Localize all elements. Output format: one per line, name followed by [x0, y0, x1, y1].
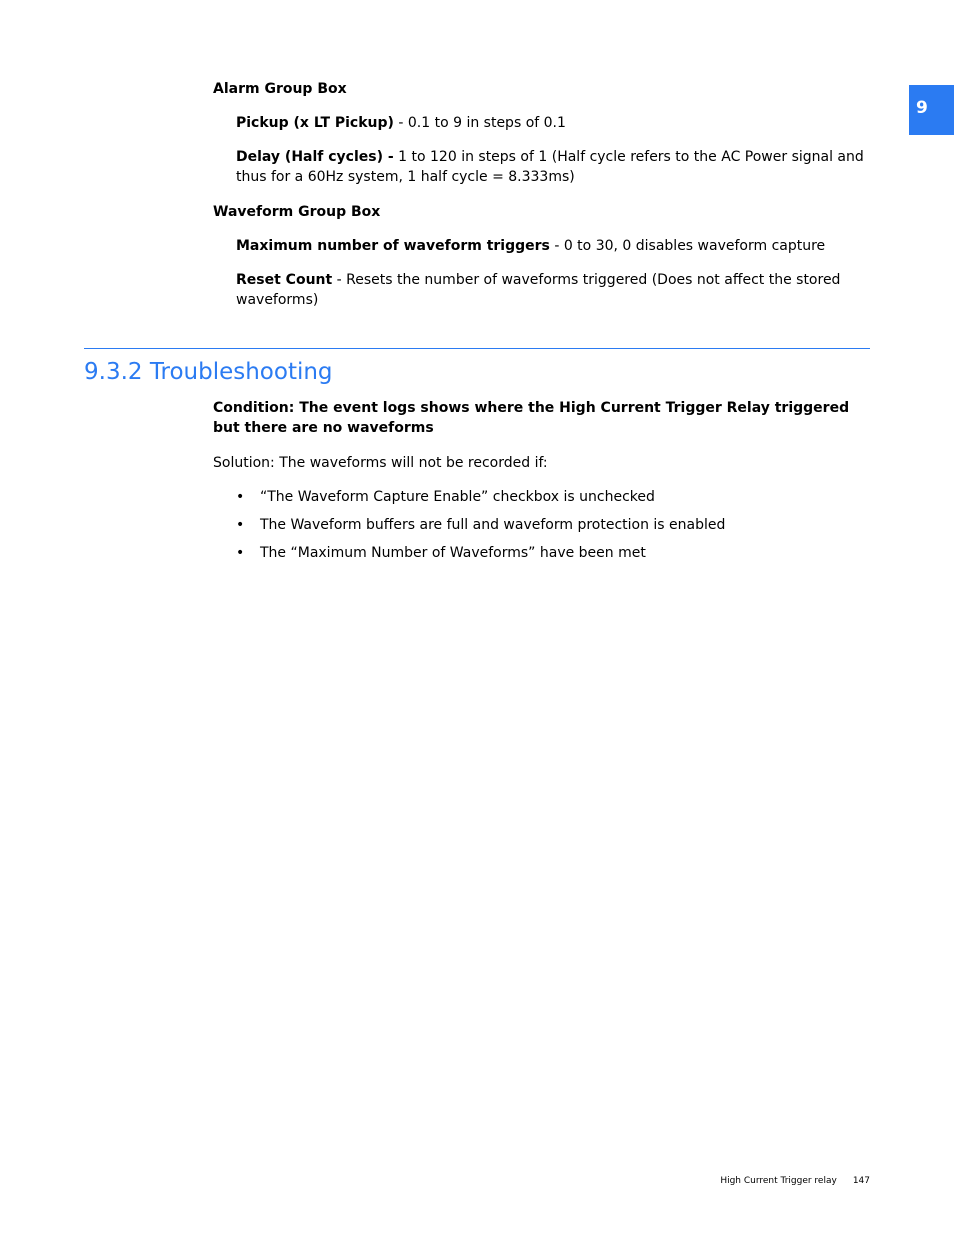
bullet-icon: • — [236, 517, 245, 533]
reset-count-label: Reset Count — [236, 272, 333, 288]
section-title: 9.3.2 Troubleshooting — [84, 359, 333, 385]
pickup-label: Pickup (x LT Pickup) — [236, 115, 394, 131]
condition-text: Condition: The event logs shows where the High Current Trigger Relay triggered but there are no waveforms — [213, 400, 850, 436]
section-divider — [84, 348, 870, 349]
solution-list — [236, 487, 725, 571]
max-triggers-text: - 0 to 30, 0 disables waveform capture — [549, 238, 826, 254]
max-triggers-paragraph — [236, 236, 870, 256]
list-item-text: The Waveform buffers are full and waveform protection is enabled — [260, 517, 726, 533]
alarm-group-heading: Alarm Group Box — [213, 81, 347, 97]
solution-text: Solution: The waveforms will not be recorded if: — [213, 455, 548, 471]
footer-doc-title: High Current Trigger relay — [720, 1176, 837, 1186]
reset-count-text: - Resets the number of waveforms triggered (Does not affect the stored waveforms) — [236, 272, 841, 308]
reset-count-paragraph — [236, 270, 870, 310]
pickup-paragraph — [236, 113, 870, 133]
list-item — [236, 487, 725, 515]
delay-paragraph — [236, 147, 870, 187]
pickup-text: - 0.1 to 9 in steps of 0.1 — [393, 115, 566, 131]
list-item-text: “The Waveform Capture Enable” checkbox is unchecked — [260, 489, 655, 505]
bullet-icon: • — [236, 489, 245, 505]
chapter-tab: 9 — [909, 85, 954, 135]
page-number: 147 — [852, 1176, 870, 1186]
waveform-group-heading: Waveform Group Box — [213, 204, 381, 220]
list-item — [236, 515, 725, 543]
page-footer — [720, 1174, 870, 1188]
delay-text: 1 to 120 in steps of 1 (Half cycle refers to the AC Power signal and thus for a 60Hz system, 1 half cycle = 8.333ms) — [236, 149, 864, 185]
list-item-text: The “Maximum Number of Waveforms” have been met — [260, 545, 646, 561]
bullet-icon: • — [236, 545, 245, 561]
delay-label: Delay (Half cycles) - — [236, 149, 394, 165]
list-item — [236, 543, 725, 571]
max-triggers-label: Maximum number of waveform triggers — [236, 238, 550, 254]
